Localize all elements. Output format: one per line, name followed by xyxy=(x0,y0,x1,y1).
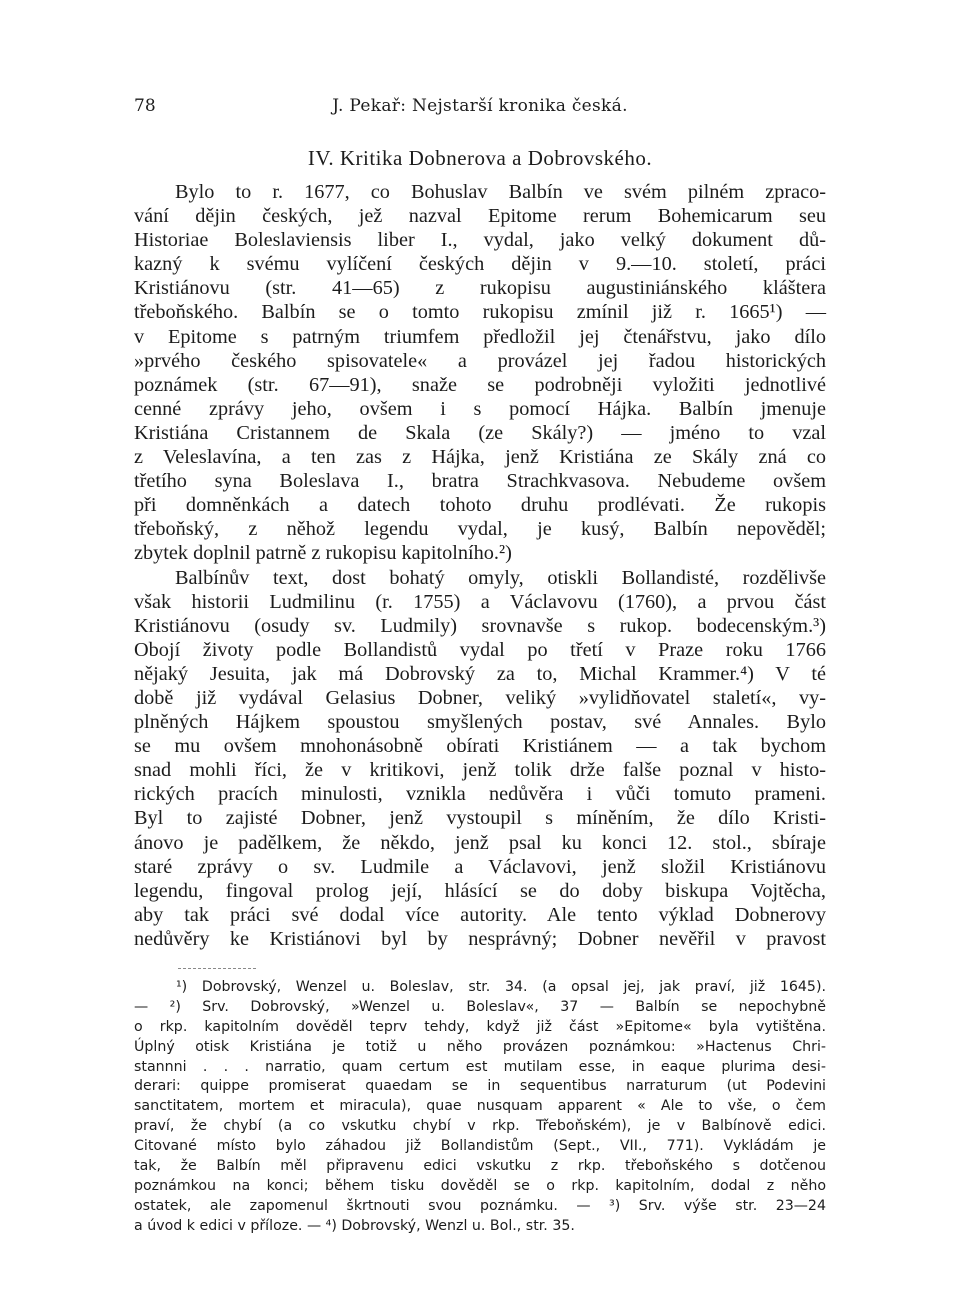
body-line: kazný k svému vylíčení českých dějin v 9.—10. století, práci xyxy=(134,253,826,276)
footnote-line: derari: quippe promiserat quaedam se in sequentibus narraturum (ut Podevini xyxy=(134,1078,826,1095)
body-line: však historii Ludmilinu (r. 1755) a Václavovu (1760), a prvou část xyxy=(134,590,826,613)
body-line: aby tak práci své dodal více autority. Ale tento výklad Dobnerovy xyxy=(134,903,826,926)
body-line: době již vydával Gelasius Dobner, veliký »vylidňovatel staletí«, vy- xyxy=(134,686,826,709)
body-line: Kristiánovu (str. 41—65) z rukopisu augustiniánského kláštera xyxy=(134,277,826,300)
body-line: při domněnkách a datech tohoto druhu prodlévati. Že rukopis xyxy=(134,494,826,517)
body-text xyxy=(134,180,826,951)
body-line: Kristiánovu (osudy sv. Ludmily) srovnavše s rukop. bodecenským.³) xyxy=(134,614,826,637)
body-line: třeboňského. Balbín se o tomto rukopisu zmínil již r. 1665¹) — xyxy=(134,301,826,324)
body-line: v Epitome s patrným triumfem předložil jej čtenářstvu, jako dílo xyxy=(134,325,826,348)
body-line: Obojí životy podle Bollandistů vydal po třetí v Praze roku 1766 xyxy=(134,638,826,661)
page-header xyxy=(134,96,826,120)
footnote-line: stannni . . . narratio, quam certum est mutilam esse, in eaque plurima desi- xyxy=(134,1058,826,1075)
footnote-line: Úplný otisk Kristiána je totiž u něho provázen poznámkou: »Hactenus Chri- xyxy=(134,1038,826,1055)
footnote-line: — ²) Srv. Dobrovský, »Wenzel u. Boleslav«, 37 — Balbín se nepochybně xyxy=(134,998,826,1015)
footnote-separator xyxy=(178,968,256,969)
body-line: plněných Hájkem spoustou smyšlených postav, své Annales. Bylo xyxy=(134,711,826,734)
footnote-line: o rkp. kapitolním dověděl teprv tehdy, když již část »Epitome« byla vytištěna. xyxy=(134,1018,826,1035)
body-line: nedůvěry ke Kristiánovi byl by nesprávný; Dobner nevěřil v pravost xyxy=(134,927,826,950)
body-line: Bylo to r. 1677, co Bohuslav Balbín ve svém pilném zpraco- xyxy=(175,181,826,203)
body-line: zbytek doplnil patrně z rukopisu kapitolního.²) xyxy=(134,542,512,565)
footnote-line: a úvod k edici v příloze. — ⁴) Dobrovský, Wenzl u. Bol., str. 35. xyxy=(134,1217,575,1234)
body-line: vání dějin českých, jež nazval Epitome rerum Bohemicarum seu xyxy=(134,205,826,228)
footnotes xyxy=(134,978,826,1237)
body-line: cenné zprávy jeho, ovšem i s pomocí Hájka. Balbín jmenuje xyxy=(134,397,826,420)
footnote-line: tak, že Balbín měl připravenu edici vskutku z rkp. třeboňského s dotčenou xyxy=(134,1158,826,1175)
body-line: »prvého českého spisovatele« a provázel jej řadou historických xyxy=(134,349,826,372)
body-line: staré zprávy o sv. Ludmile a Václavovi, jenž složil Kristiánovu xyxy=(134,855,826,878)
body-line: Byl to zajisté Dobner, jenž vystoupil s míněním, že dílo Kristi- xyxy=(134,807,826,830)
body-line: rických pracích minulosti, vznikla nedůvěra i vůči tomuto prameni. xyxy=(134,783,826,806)
body-line: snad mohli říci, že v kritikovi, jenž tolik drže falše poznal v histo- xyxy=(134,759,826,782)
footnote-line: ¹) Dobrovský, Wenzel u. Boleslav, str. 34. (a opsal jej, jak praví, již 1645). xyxy=(176,979,826,995)
body-line: Historiae Boleslaviensis liber I., vydal, jako velký dokument dů- xyxy=(134,229,826,252)
body-line: třetího syna Boleslava I., bratra Strachkvasova. Nebudeme ovšem xyxy=(134,470,826,493)
footnote-line: praví, že chybí (a co vskutku chybí v rkp. Třeboňském), je v Balbínově edici. xyxy=(134,1118,826,1135)
body-line: legendu, fingoval prolog její, hlásící se do doby biskupa Vojtěcha, xyxy=(134,879,826,902)
body-line: se mu ovšem mnohonásobně obírati Kristiánem — a tak bychom xyxy=(134,735,826,758)
body-line: Kristiána Cristannem de Skala (ze Skály?) — jméno to vzal xyxy=(134,421,826,444)
body-line: třeboňský, z něhož legendu vydal, je kusý, Balbín nepověděl; xyxy=(134,518,826,541)
footnote-line: sanctitatem, mortem et miracula), quae nusquam apparent « Ale to vše, o čem xyxy=(134,1098,826,1115)
body-line: z Veleslavína, a ten zas z Hájka, jenž Kristiána ze Skály zná co xyxy=(134,446,826,469)
running-head: J. Pekař: Nejstarší kronika česká. xyxy=(332,96,628,116)
body-line: nějaký Jesuita, jak má Dobrovský za to, Michal Krammer.⁴) V té xyxy=(134,662,826,685)
footnote-line: poznámkou na konci; během tisku dověděl se o rkp. kapitolním, dodal z něho xyxy=(134,1177,826,1194)
section-heading: IV. Kritika Dobnerova a Dobrovského. xyxy=(307,146,653,170)
body-line: poznámek (str. 67—91), snaže se podrobněji vyložiti jednotlivé xyxy=(134,373,826,396)
page-number: 78 xyxy=(134,96,156,116)
body-line: ánovo je padělkem, že někdo, jenž psal ku konci 12. stol., sbíraje xyxy=(134,831,826,854)
body-line: Balbínův text, dost bohatý omyly, otiskli Bollandisté, rozdělivše xyxy=(175,566,826,589)
footnote-line: Citované místo bylo záhadou již Bollandistům (Sept., VII., 771). Vykládám je xyxy=(134,1138,826,1155)
footnote-line: ostatek, ale zapomenul škrtnouti svou poznámku. — ³) Srv. výše str. 23—24 xyxy=(134,1197,826,1214)
